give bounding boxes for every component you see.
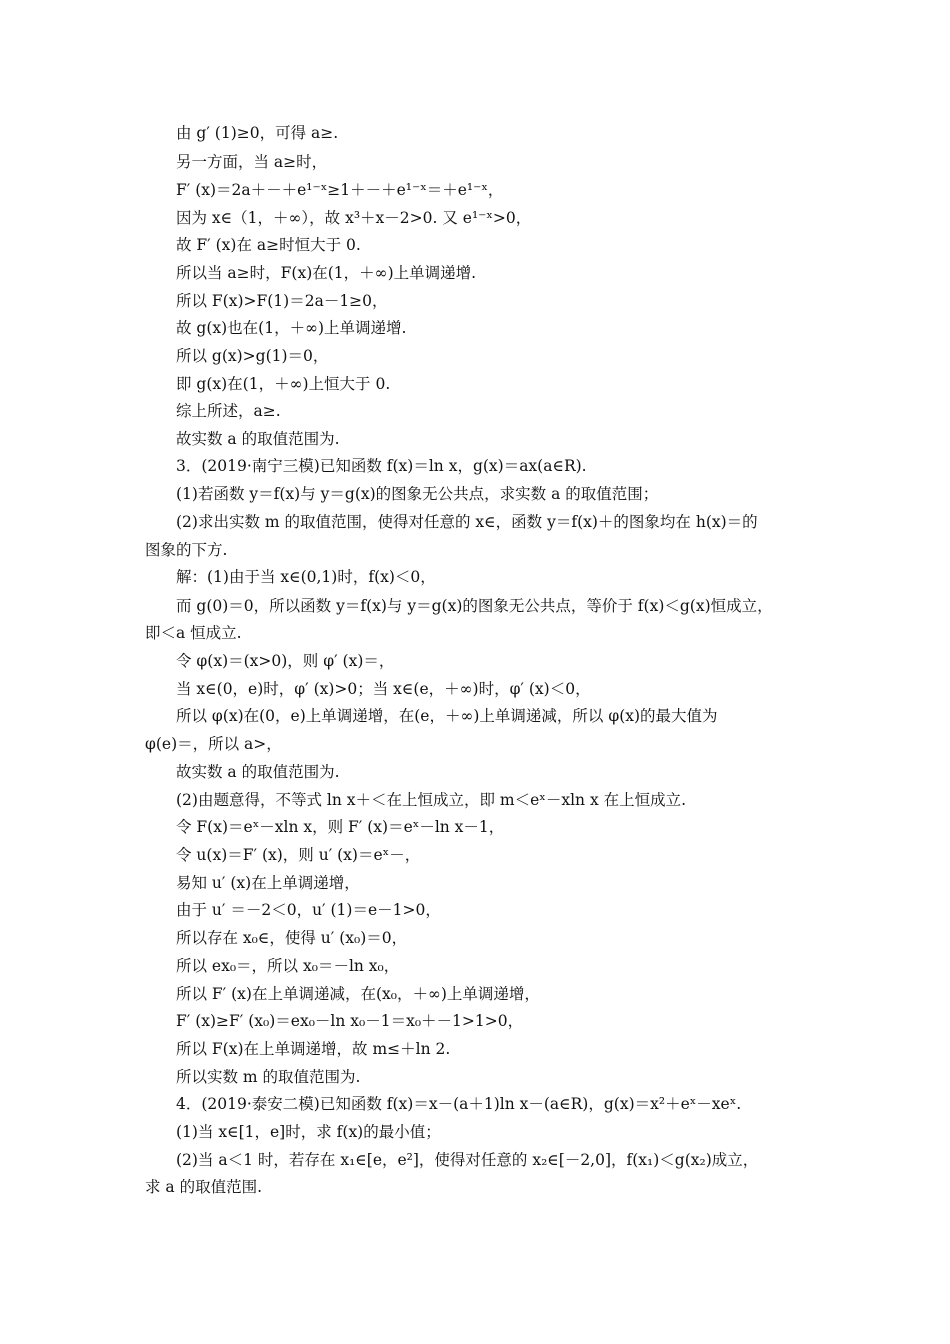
text-line: (2)求出实数 m 的取值范围，使得对任意的 x∈，函数 y＝f(x)＋的图象均在 h(x)＝的 — [176, 513, 758, 531]
text-line: 所以 F(x)在上单调递增，故 m≤＋ln 2. — [176, 1040, 451, 1058]
text-line: 易知 u′ (x)在上单调递增， — [176, 874, 360, 892]
text-line: 由 g′ (1)≥0，可得 a≥. — [176, 124, 339, 142]
text-line: 故实数 a 的取值范围为. — [176, 763, 340, 781]
text-line: 因为 x∈（1，＋∞），故 x³＋x－2>0. 又 e¹⁻ˣ>0， — [176, 209, 532, 227]
text-line: (2)由题意得，不等式 ln x＋＜在上恒成立，即 m＜eˣ－xln x 在上恒成立. — [176, 791, 687, 809]
text-line: 令 φ(x)＝(x>0)，则 φ′ (x)＝， — [176, 652, 395, 670]
text-line: 即 g(x)在(1，＋∞)上恒大于 0. — [176, 375, 391, 393]
text-line: 求 a 的取值范围. — [145, 1178, 263, 1196]
text-line: 而 g(0)＝0，所以函数 y＝f(x)与 y＝g(x)的图象无公共点，等价于 f(x)＜g(x)恒成立， — [176, 597, 773, 615]
text-line: 故实数 a 的取值范围为. — [176, 430, 340, 448]
text-line: 即＜a 恒成立. — [145, 624, 242, 642]
text-line: 所以当 a≥时，F(x)在(1，＋∞)上单调递增. — [176, 264, 477, 282]
text-line: F′ (x)≥F′ (x₀)＝ex₀－ln x₀－1＝x₀＋－1>1>0， — [176, 1012, 524, 1030]
text-line: 所以 F′ (x)在上单调递减，在(x₀，＋∞)上单调递增， — [176, 985, 540, 1003]
text-line: (1)若函数 y＝f(x)与 y＝g(x)的图象无公共点，求实数 a 的取值范围； — [176, 485, 659, 503]
text-line: (2)当 a＜1 时，若存在 x₁∈[e，e²]，使得对任意的 x₂∈[－2,0]，f(x₁)＜g(x₂)成立， — [176, 1151, 759, 1169]
text-line: 当 x∈(0，e)时，φ′ (x)>0；当 x∈(e，＋∞)时，φ′ (x)＜0， — [176, 680, 591, 698]
text-line: (1)当 x∈[1，e]时，求 f(x)的最小值； — [176, 1123, 441, 1141]
text-line: 所以 ex₀＝，所以 x₀＝－ln x₀， — [176, 957, 400, 975]
problem-3-heading: 3．(2019·南宁三模)已知函数 f(x)＝ln x，g(x)＝ax(a∈R). — [176, 457, 587, 475]
text-line: 所以存在 x₀∈，使得 u′ (x₀)＝0， — [176, 929, 408, 947]
text-line: 由于 u′ ＝－2＜0，u′ (1)＝e－1>0， — [176, 901, 441, 919]
text-line: F′ (x)＝2a＋－＋e¹⁻ˣ≥1＋－＋e¹⁻ˣ＝＋e¹⁻ˣ， — [176, 181, 504, 199]
text-line: 图象的下方. — [145, 541, 228, 559]
text-line: 故 g(x)也在(1，＋∞)上单调递增. — [176, 319, 407, 337]
text-line: 所以 F(x)>F(1)＝2a－1≥0， — [176, 292, 388, 310]
problem-4-heading: 4．(2019·泰安二模)已知函数 f(x)＝x－(a＋1)ln x－(a∈R)，g(x)＝x²＋eˣ－xeˣ. — [176, 1095, 742, 1113]
text-line: 所以实数 m 的取值范围为. — [176, 1068, 361, 1086]
text-line: 解：(1)由于当 x∈(0,1)时，f(x)＜0， — [176, 568, 436, 586]
text-line: φ(e)＝，所以 a>， — [145, 735, 282, 753]
text-line: 综上所述，a≥. — [176, 402, 281, 420]
text-line: 令 u(x)＝F′ (x)，则 u′ (x)＝eˣ－， — [176, 846, 421, 864]
text-line: 令 F(x)＝eˣ－xln x，则 F′ (x)＝eˣ－ln x－1， — [176, 818, 505, 836]
text-line: 另一方面，当 a≥时， — [176, 153, 328, 171]
text-line: 故 F′ (x)在 a≥时恒大于 0. — [176, 236, 361, 254]
text-line: 所以 g(x)>g(1)＝0， — [176, 347, 329, 365]
text-line: 所以 φ(x)在(0，e)上单调递增，在(e，＋∞)上单调递减，所以 φ(x)的最大值为 — [176, 707, 718, 725]
